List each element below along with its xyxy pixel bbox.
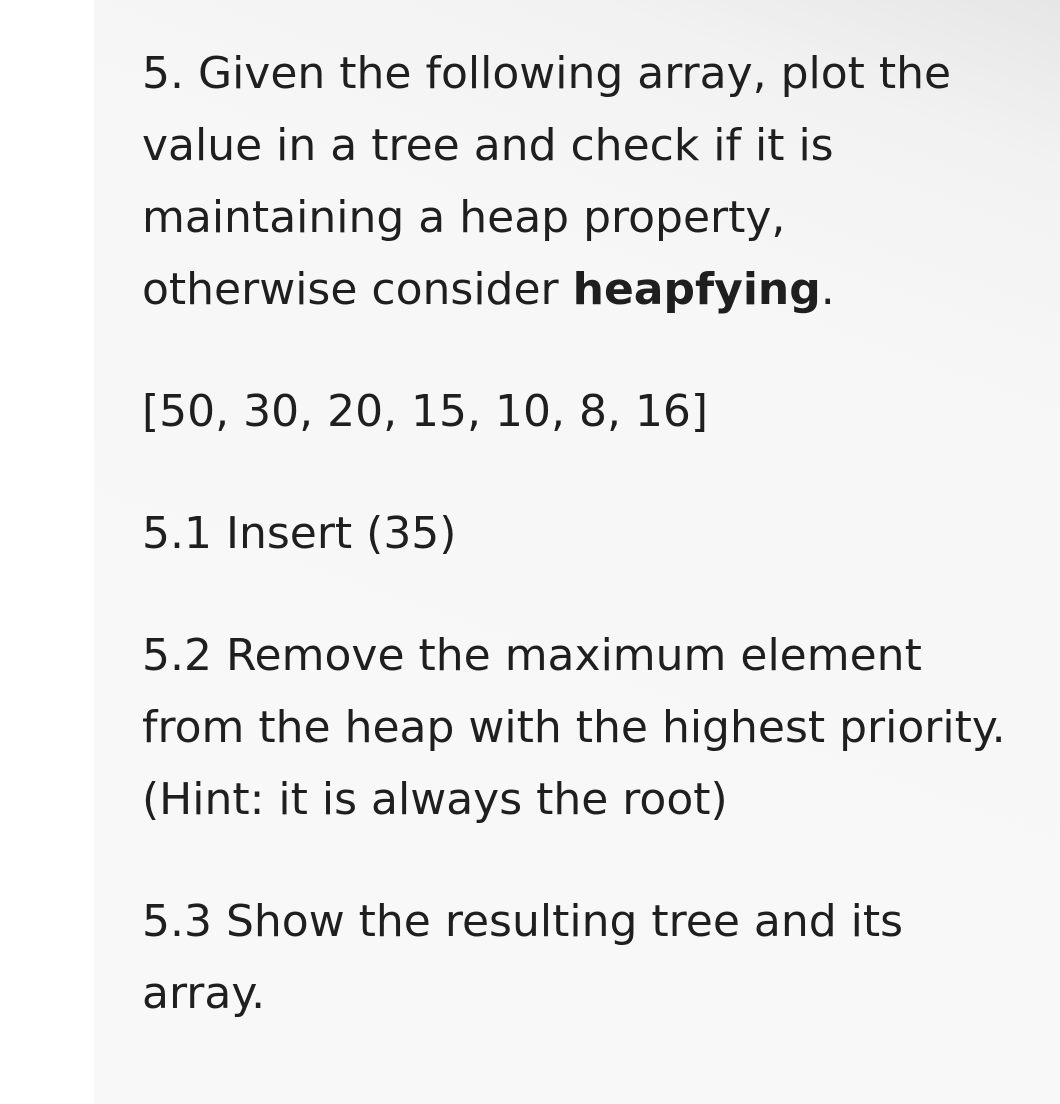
task-5-1 <box>142 498 1042 570</box>
question-line-3: maintaining a heap property, <box>142 192 786 243</box>
question-line-2: value in a tree and check if it is <box>142 120 834 171</box>
task-5-2-line-2: from the heap with the highest priority. <box>142 702 1006 753</box>
question-line-4-suffix: . <box>820 264 835 315</box>
array-values: [50, 30, 20, 15, 10, 8, 16] <box>142 386 709 437</box>
question-content <box>142 38 1042 1030</box>
question-line-1: 5. Given the following array, plot the <box>142 48 952 99</box>
task-5-2 <box>142 620 1042 836</box>
task-5-3-line-1: 5.3 Show the resulting tree and its <box>142 896 904 947</box>
heapfying-term: heapfying <box>572 264 821 315</box>
task-5-3 <box>142 886 1042 1030</box>
question-paragraph <box>142 38 1042 326</box>
question-line-4-prefix: otherwise consider <box>142 264 573 315</box>
array-paragraph <box>142 376 1042 448</box>
task-5-3-line-2: array. <box>142 968 266 1019</box>
question-line-4 <box>142 254 1042 326</box>
task-5-2-hint: (Hint: it is always the root) <box>142 774 728 825</box>
task-5-1-text: 5.1 Insert (35) <box>142 508 457 559</box>
task-5-2-line-1: 5.2 Remove the maximum element <box>142 630 922 681</box>
